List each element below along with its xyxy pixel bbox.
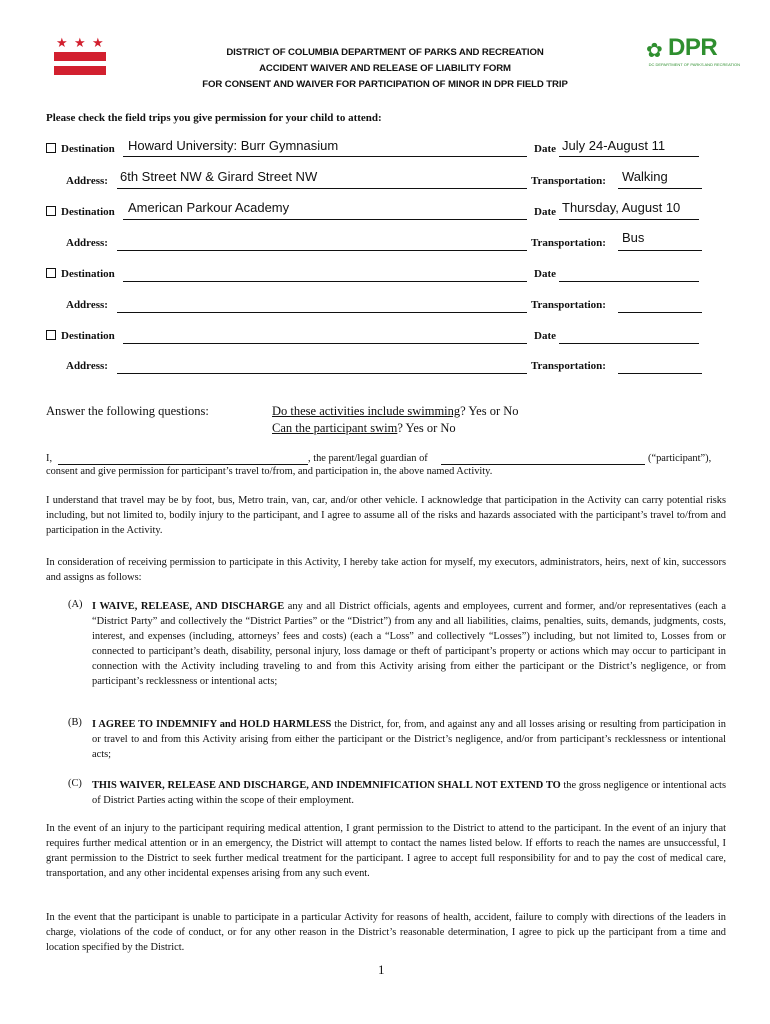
destination-label: Destination <box>61 268 115 280</box>
flag-star-icon: ★ <box>92 35 104 50</box>
question-swimming-text: Do these activities include swimming <box>272 404 461 418</box>
trip-1-checkbox[interactable] <box>46 143 56 153</box>
trip-4-transport-line[interactable] <box>618 373 702 374</box>
transportation-label: Transportation: <box>531 237 606 249</box>
trip-2-destination-field[interactable]: American Parkour Academy <box>128 200 290 215</box>
participant-name-line[interactable] <box>441 464 645 465</box>
destination-label: Destination <box>61 330 115 342</box>
dpr-logo-text: DPR <box>668 34 718 61</box>
guardian-name-line[interactable] <box>58 464 308 465</box>
page-number: 1 <box>378 962 385 977</box>
flag-bar <box>54 66 106 75</box>
header-line-3: FOR CONSENT AND WAIVER FOR PARTICIPATION OF MINOR IN DPR FIELD TRIP <box>202 79 568 90</box>
trip-1-date-line <box>559 156 699 157</box>
leaf-icon: ✿ <box>646 40 663 62</box>
consent-i: I, <box>46 453 53 464</box>
dc-flag-logo <box>52 36 108 80</box>
clause-c <box>92 778 726 808</box>
address-label: Address: <box>66 237 108 249</box>
clause-b-heading: I AGREE TO INDEMNIFY and HOLD HARMLESS <box>92 719 332 730</box>
question-can-swim <box>272 421 456 436</box>
clause-a-heading: I WAIVE, RELEASE, AND DISCHARGE <box>92 601 285 612</box>
injury-paragraph: In the event of an injury to the participant requiring medical attention, I grant permission to the District to attend to the participant. In the event of an injury that requires further medical attention or in an emergency, the District will attempt to contact the names listed below. If efforts to reach the names are unsuccessful, I grant permission to the District to seek further medical treatment for the participant. I agree to accept full responsibility for and to pay the cost of medical care, transportation, and any other incidental expenses arising from any such event. <box>46 823 726 879</box>
question-can-swim-text: Can the participant swim <box>272 421 398 435</box>
trip-4-destination-row <box>46 330 115 346</box>
transportation-label: Transportation: <box>531 360 606 372</box>
trip-2-destination-row <box>46 206 115 222</box>
trip-2-address-line <box>117 250 527 251</box>
clause-b-label: (B) <box>68 717 82 728</box>
question-swimming <box>272 404 519 419</box>
trip-1-destination-line <box>123 156 527 157</box>
consent-mid: , the parent/legal guardian of <box>308 453 428 464</box>
travel-paragraph: I understand that travel may be by foot, bus, Metro train, van, car, and/or other vehicle. I acknowledge that participation in the Activity can carry potential risks including, but not limited to, bodily injury to the participant, and I agree to assume all of the risks and hazards associated with the participant’s travel to/from and participation in the Activity. <box>46 495 726 536</box>
question-swimming-options[interactable]: ? Yes or No <box>460 404 519 418</box>
trip-1-transport-line <box>618 188 702 189</box>
date-label: Date <box>534 330 556 342</box>
trip-2-destination-line <box>123 219 527 220</box>
flag-bar <box>54 52 106 61</box>
dpr-logo <box>644 36 740 70</box>
trip-3-destination-row <box>46 268 115 284</box>
header-line-1: DISTRICT OF COLUMBIA DEPARTMENT OF PARKS AND RECREATION <box>226 47 544 58</box>
trip-3-transport-line[interactable] <box>618 312 702 313</box>
trip-4-checkbox[interactable] <box>46 330 56 340</box>
clause-b-text: the District, for, from, and against any and all losses arising or resulting from participation in or travel to and from this Activity arising from either the participant or the District’s negligence, and/or from participant’s recklessness or intentional acts; <box>92 719 726 760</box>
trip-2-checkbox[interactable] <box>46 206 56 216</box>
trip-1-transport-field[interactable]: Walking <box>622 169 668 184</box>
address-label: Address: <box>66 175 108 187</box>
trip-3-checkbox[interactable] <box>46 268 56 278</box>
clause-b <box>92 717 726 762</box>
consent-end: (“participant”), <box>648 453 712 464</box>
clause-c-label: (C) <box>68 778 82 789</box>
trip-2-date-line <box>559 219 699 220</box>
clause-c-text: the gross negligence or intentional acts of District Parties acting within the scope of their employment. <box>92 780 726 806</box>
trip-2-transport-line <box>618 250 702 251</box>
trip-3-destination-line[interactable] <box>123 281 527 282</box>
unable-paragraph: In the event that the participant is unable to participate in a particular Activity for reasons of health, accident, failure to comply with directions of the leaders in charge, violations of the code of conduct, or for any other reason in the District’s reasonable determination, I agree to pick up the participant from a time and location specified by the District. <box>46 912 726 953</box>
trip-3-date-line[interactable] <box>559 281 699 282</box>
transportation-label: Transportation: <box>531 299 606 311</box>
questions-prompt: Answer the following questions: <box>46 404 209 418</box>
address-label: Address: <box>66 299 108 311</box>
consideration-paragraph: In consideration of receiving permission to participate in this Activity, I hereby take action for myself, my executors, administrators, heirs, next of kin, successors and assigns as follows: <box>46 557 726 583</box>
trip-2-transport-field[interactable]: Bus <box>622 230 645 245</box>
date-label: Date <box>534 143 556 155</box>
trip-1-address-line <box>117 188 527 189</box>
trip-4-address-line[interactable] <box>117 373 527 374</box>
destination-label: Destination <box>61 206 115 218</box>
instruction: Please check the field trips you give permission for your child to attend: <box>46 112 382 124</box>
flag-star-icon: ★ <box>74 35 86 50</box>
trip-1-destination-field[interactable]: Howard University: Burr Gymnasium <box>128 138 339 153</box>
trip-3-address-line[interactable] <box>117 312 527 313</box>
date-label: Date <box>534 268 556 280</box>
trip-1-destination-row <box>46 143 115 159</box>
header-line-2: ACCIDENT WAIVER AND RELEASE OF LIABILITY FORM <box>259 63 511 74</box>
address-label: Address: <box>66 360 108 372</box>
trip-1-date-field[interactable]: July 24-August 11 <box>562 138 666 153</box>
trip-1-address-field[interactable]: 6th Street NW & Girard Street NW <box>120 169 318 184</box>
clause-a <box>92 599 726 689</box>
trip-4-date-line[interactable] <box>559 343 699 344</box>
trip-2-date-field[interactable]: Thursday, August 10 <box>562 200 681 215</box>
consent-line-2: consent and give permission for participant’s travel to/from, and participation in, the above named Activity. <box>46 466 493 477</box>
dpr-logo-tagline: DC DEPARTMENT OF PARKS AND RECREATION <box>648 62 740 67</box>
destination-label: Destination <box>61 143 115 155</box>
flag-star-icon: ★ <box>56 35 68 50</box>
clause-c-heading: THIS WAIVER, RELEASE AND DISCHARGE, AND INDEMNIFICATION SHALL NOT EXTEND TO <box>92 780 561 791</box>
transportation-label: Transportation: <box>531 175 606 187</box>
clause-a-text: any and all District officials, agents and employees, current and former, and/or representatives (each a “District Party” and collectively the “District Parties” or the “District”) from any and all liabilities, claims, penalties, suits, demands, judgments, costs, interest, and expenses (including, attorneys’ fees and costs) (each a “Loss” and collectively “Losses”) including, but not limited to, Losses from or connected to participant’s death, disability, personal injury, loss damage or theft of participant’s property or actions which may occur to participant in connection with the Activity including traveling to and from this Activity arising from either the participant or the District’s negligence, or from participant’s recklessness or intentional acts; <box>92 601 726 687</box>
question-can-swim-options[interactable]: ? Yes or No <box>397 421 456 435</box>
clause-a-label: (A) <box>68 599 83 610</box>
date-label: Date <box>534 206 556 218</box>
trip-4-destination-line[interactable] <box>123 343 527 344</box>
